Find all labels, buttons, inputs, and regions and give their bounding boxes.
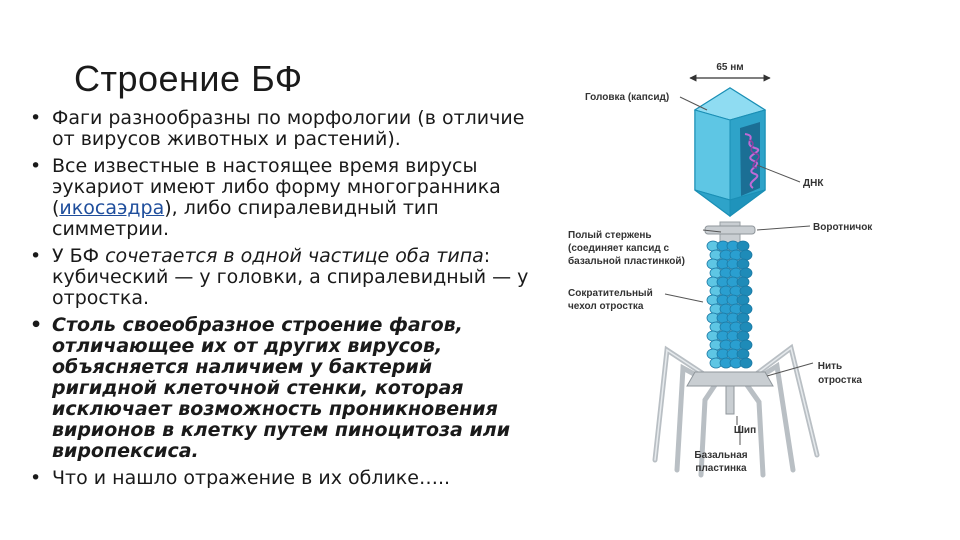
sheath-bead [737,277,749,287]
bullet-emphasis: сочетается в одной частице оба типа [105,245,484,267]
sheath-bead [740,250,752,260]
bullet-text: : кубический — у головки, а спиралевидный — у отростка. [52,245,529,309]
sheath-label-line-1: Сократительный [568,288,653,299]
sheath-bead [740,268,752,278]
spike [726,386,734,414]
core-label-line-1: Полый стержень [568,230,652,241]
head-label: Головка (капсид) [585,92,670,103]
bullet-list [30,108,540,495]
bullet-text: Все известные в настоящее время вирусы эукариот имеют либо форму многогранника ( [52,155,501,219]
capsid-head [695,88,765,216]
slide-title: Строение БФ [74,58,303,99]
bullet-item-3 [30,246,540,309]
width-label: 65 нм [716,62,744,73]
sheath-bead [737,349,749,359]
fiber-label-line-1: Нить [817,361,843,372]
bullet-item-2 [30,156,540,240]
sheath-bead [740,286,752,296]
bullet-item-5: • Что и нашло отражение в их облике….. [30,468,540,489]
contractile-sheath [707,241,752,368]
bullet-item-4: • Столь своеобразное строение фагов, отличающее их от других вирусов, объясняется наличием у бактерий ригидной клеточной стенки, которая исключает возможность проникновения вирионов в клетку путем пиноцитоза или виропексиса. [30,315,540,462]
bacteriophage-diagram [555,50,955,490]
sheath-bead [740,322,752,332]
plate-label-line-1: Базальная [694,450,748,461]
sheath-bead [737,259,749,269]
bullet-text: ), либо спиралевидный тип симметрии. [52,197,439,240]
sheath-bead [737,241,749,251]
base-plate [687,372,773,386]
sheath-label-line-2: чехол отростка [568,301,644,312]
sheath-bead [737,331,749,341]
plate-label-line-2: пластинка [695,463,747,474]
icosahedron-link[interactable]: икосаэдра [59,197,165,219]
core-label-line-3: базальной пластинкой) [568,256,685,267]
sheath-bead [740,304,752,314]
dna-label: ДНК [803,178,824,189]
collar-label: Воротничок [813,222,873,233]
bullet-item-1: • Фаги разнообразны по морфологии (в отличие от вирусов животных и растений). [30,108,540,150]
collar [705,226,755,234]
sheath-bead [737,295,749,305]
sheath-bead [740,340,752,350]
fiber-label-line-2: отростка [818,375,862,386]
sheath-bead [737,313,749,323]
sheath-bead [740,358,752,368]
spike-label: Шип [733,425,757,436]
core-label-line-2: (соединяет капсид с [568,243,670,254]
bullet-text: У БФ [52,245,106,267]
